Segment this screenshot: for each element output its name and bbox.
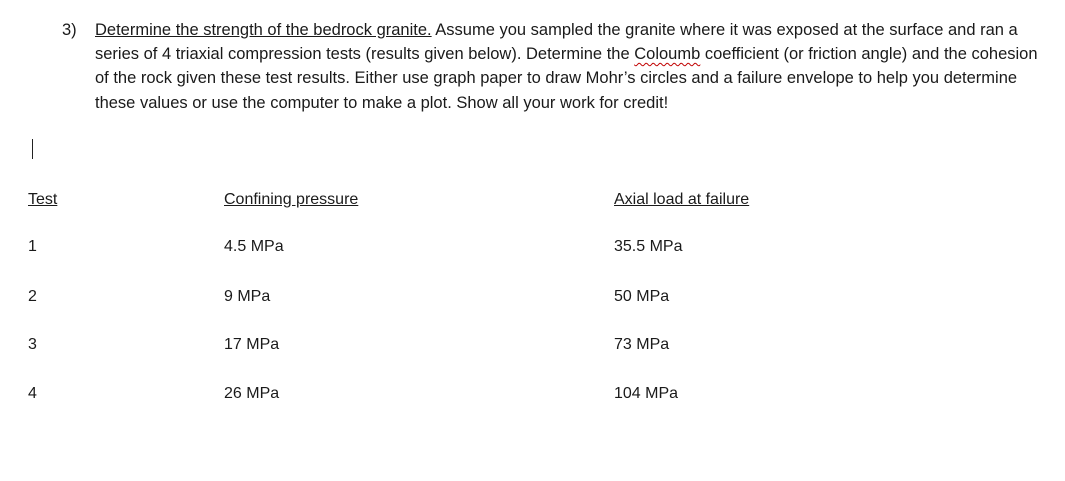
confining-pressure: 26 MPa <box>224 385 280 402</box>
problem-text-part-1: Assume you sampled the granite where it was exposed at the surface and ran a series of 4 triaxial compression tests (results given below). Determine the <box>95 21 1018 64</box>
test-number: 1 <box>28 238 37 255</box>
text-cursor <box>32 139 33 159</box>
axial-load: 35.5 MPa <box>614 238 683 255</box>
test-number: 2 <box>28 288 37 305</box>
header-axial-load: Axial load at failure <box>614 191 750 208</box>
header-test: Test <box>28 191 58 208</box>
header-confining-pressure: Confining pressure <box>224 191 359 208</box>
problem-number: 3) <box>62 21 77 39</box>
axial-load: 50 MPa <box>614 288 670 305</box>
misspelled-word[interactable]: Coloumb <box>634 45 701 64</box>
problem-title: Determine the strength of the bedrock granite. <box>95 21 432 39</box>
confining-pressure: 17 MPa <box>224 336 280 353</box>
test-number: 3 <box>28 336 37 353</box>
axial-load: 104 MPa <box>614 385 679 402</box>
problem-body <box>95 18 1052 115</box>
axial-load: 73 MPa <box>614 336 670 353</box>
confining-pressure: 4.5 MPa <box>224 238 284 255</box>
test-number: 4 <box>28 385 37 402</box>
confining-pressure: 9 MPa <box>224 288 271 305</box>
problem-statement <box>62 18 1052 115</box>
problem-text-part-2: coefficient (or friction angle) and the cohesion of the rock given these test results. Either use graph paper to draw Mohr’s circles and a failure envelope to help you determine these values or use the computer to make a plot. Show all your work for credit! <box>95 45 1038 112</box>
